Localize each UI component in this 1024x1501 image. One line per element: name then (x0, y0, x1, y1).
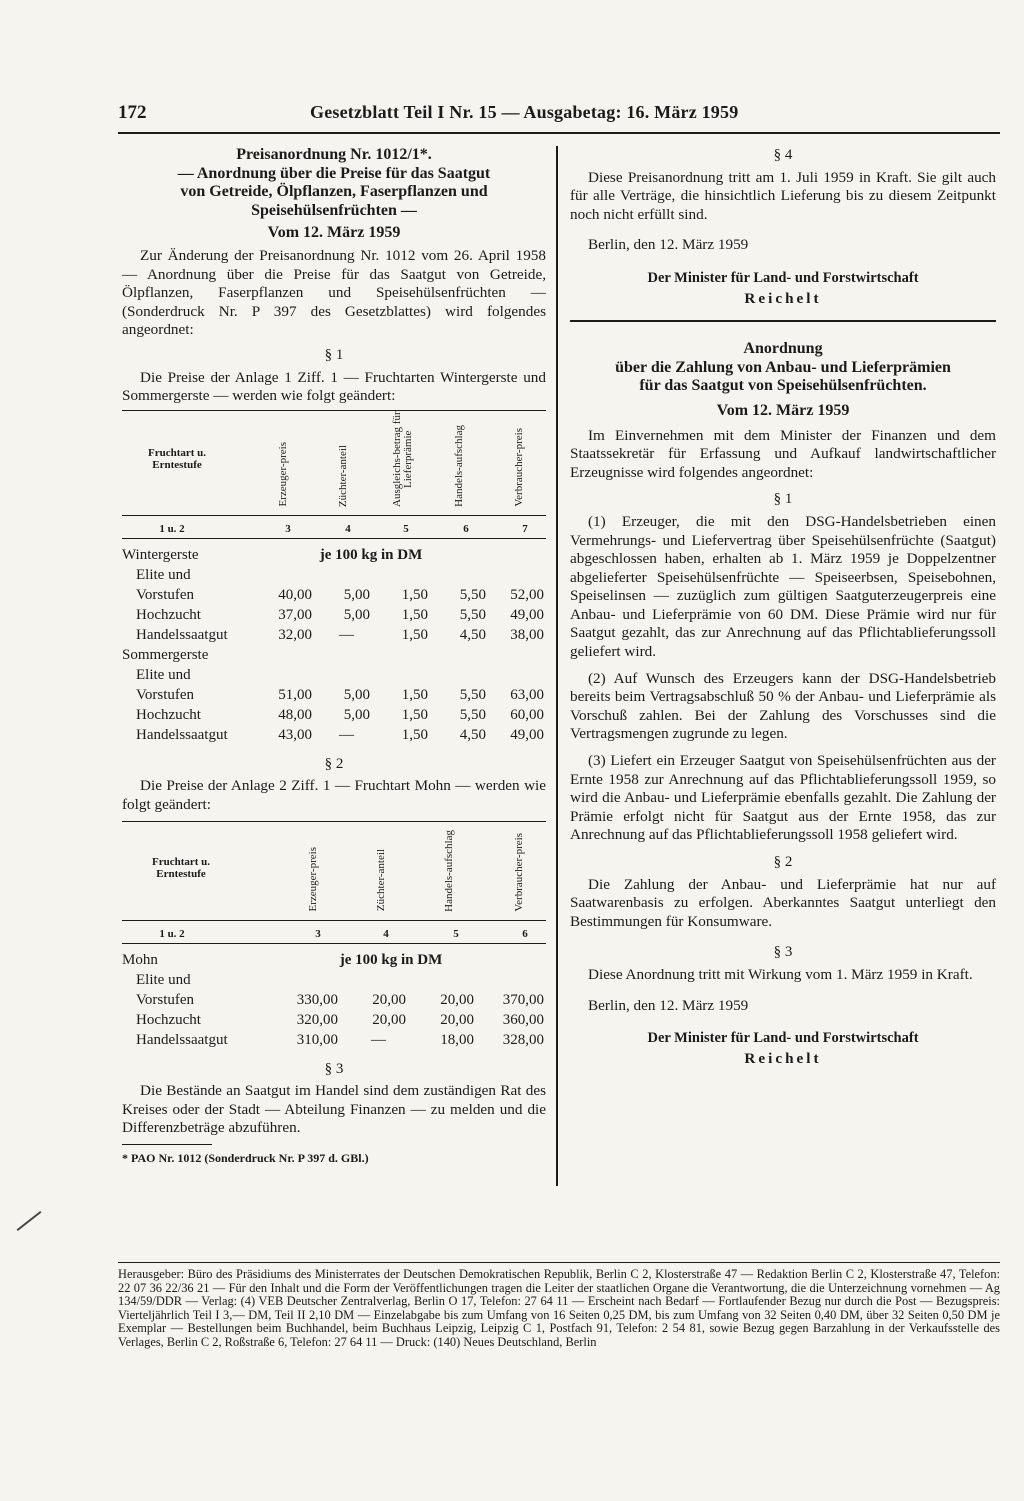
decree-subtitle-1: über die Zahlung von Anbau- und Lieferprämien (615, 358, 951, 376)
table2-unit: je 100 kg in DM (339, 951, 443, 968)
table1-num-3: 3 (285, 522, 291, 535)
table2-col-first: Fruchtart u. Erntestufe (151, 855, 211, 880)
cell: 60,00 (510, 707, 544, 724)
table2-column-numbers (122, 921, 546, 944)
table2-num-3: 3 (315, 927, 321, 940)
signer-title: Der Minister für Land- und Forstwirtschaft (647, 269, 919, 286)
cell: 40,00 (278, 587, 312, 604)
row-label: Sommergerste (122, 647, 209, 664)
table1-col-ausgleichsbetrag: Ausgleichs-betrag für Lieferprämie (391, 410, 414, 507)
decree-section-1-para-3: (3) Liefert ein Erzeuger Saatgut von Speisehülsenfrüchten aus der Ernte 1958 zur Anrechnung auf das Pflichtablieferungssoll 1959, so wird die Anbau- und Lieferprämie ebenfalls gezahlt. Die Zahlung der Prämie erfolgt nicht für Saatgut aus der Ernte 1958, das zur Anrechnung auf das Pflichtablieferungssoll 1958 geliefert wird. (570, 752, 996, 844)
decree-section-2-text: Die Zahlung der Anbau- und Lieferprämie hat nur auf Saatwarenbasis zu erfolgen. Aberkanntes Saatgut unterliegt den Bestimmungen für Konsumware. (570, 875, 996, 930)
cell: 18,00 (440, 1031, 474, 1048)
table-row (122, 705, 546, 725)
right-column (570, 146, 996, 1068)
price-table-2 (122, 950, 546, 1050)
section-3-text: Die Bestände an Saatgut im Handel sind dem zuständigen Rat des Kreises oder der Stadt — Abteilung Finanzen — zu melden und die Differenzbeträge abzuführen. (122, 1082, 546, 1137)
row-label: Hochzucht (136, 707, 201, 724)
table1-header (122, 410, 546, 516)
cell: 5,00 (343, 607, 370, 624)
table1-num-5: 5 (403, 522, 409, 535)
cell: 5,00 (343, 587, 370, 604)
decree-intro: Im Einvernehmen mit dem Minister der Finanzen und dem Staatssekretär für Erfassung und Aufkauf landwirtschaftlicher Erzeugnisse wird folgendes angeordnet: (570, 426, 996, 481)
cell: 20,00 (440, 1011, 474, 1028)
decree-section-3-heading: § 3 (773, 944, 793, 961)
page-number: 172 (118, 102, 147, 123)
table-row (122, 605, 546, 625)
table-row (122, 645, 546, 665)
table1-col-first: Fruchtart u. Erntestufe (147, 446, 207, 471)
table1-column-numbers (122, 516, 546, 539)
section-1-text: Die Preise der Anlage 1 Ziff. 1 — Fruchtarten Wintergerste und Sommergerste — werden wie folgt geändert: (122, 368, 546, 405)
row-label: Hochzucht (136, 607, 201, 624)
cell: 49,00 (510, 727, 544, 744)
ordinance-date: Vom 12. März 1959 (267, 224, 401, 242)
table-row (122, 585, 546, 605)
header-rule (118, 132, 1000, 134)
cell: 4,50 (459, 627, 486, 644)
left-column (122, 146, 546, 1167)
cell: 330,00 (296, 991, 338, 1008)
decree-section-1-heading: § 1 (773, 491, 793, 508)
row-label: Wintergerste (122, 547, 199, 564)
cell: 63,00 (510, 687, 544, 704)
cell: 1,50 (401, 607, 428, 624)
table-row (122, 565, 546, 585)
cell: 43,00 (278, 727, 312, 744)
table-row (122, 725, 546, 745)
section-separator (570, 320, 996, 322)
decree-title: Anordnung (743, 340, 823, 358)
ordinance-subtitle-2: von Getreide, Ölpflanzen, Faserpflanzen und (180, 183, 488, 201)
cell: 49,00 (510, 607, 544, 624)
decree-section-1-para-2: (2) Auf Wunsch des Erzeugers kann der DSG-Handelsbetrieb bereits beim Vertragsabschluß 50 % der Anbau- und Lieferprämie als Vorschuß zahlen. Bei der Zahlung des Vorschusses sind die Vertragsmengen zugrunde zu legen. (570, 669, 996, 743)
row-label: Handelssaatgut (136, 1031, 228, 1048)
cell: 5,00 (343, 707, 370, 724)
cell: 20,00 (372, 991, 406, 1008)
row-label: Mohn (122, 951, 158, 968)
row-label: Vorstufen (136, 991, 195, 1008)
cell: 310,00 (296, 1031, 338, 1048)
table2-col-verbraucherpreis: Verbraucher-preis (513, 832, 525, 912)
cell: 328,00 (502, 1031, 544, 1048)
table2-col-handelsaufschlag: Handels-aufschlag (443, 829, 455, 912)
row-label: Vorstufen (136, 687, 195, 704)
table2-num-5: 5 (453, 927, 459, 940)
row-label: Handelssaatgut (136, 627, 228, 644)
row-label: Elite und (136, 567, 191, 584)
cell: — (339, 727, 354, 744)
cell: — (371, 1031, 386, 1048)
cell: 1,50 (401, 687, 428, 704)
cell: 5,50 (459, 687, 486, 704)
table1-unit: je 100 kg in DM (319, 547, 423, 564)
cell: 20,00 (440, 991, 474, 1008)
cell: 1,50 (401, 707, 428, 724)
ordinance-title: Preisanordnung Nr. 1012/1*. (236, 146, 432, 163)
table-row (122, 1030, 546, 1050)
section-4-text: Diese Preisanordnung tritt am 1. Juli 1959 in Kraft. Sie gilt auch für alle Verträge, die hinsichtlich Lieferung bis zu diesem Zeitpunkt noch nicht erfüllt sind. (570, 168, 996, 223)
decree-section-1-para-1: (1) Erzeuger, die mit den DSG-Handelsbetrieben einen Vermehrungs- und Liefervertrag über Speisehülsenfrüchte (Saatgut) abgeschlossen haben, erhalten ab 1. März 1959 je Doppelzentner abgelieferter Speisehülsenfrüchte — Speiseerbsen, Speisebohnen, Speiselinsen — zuzüglich zum gültigen Saatguterzeugerpreis eine Anbau- und Lieferprämie von 60 DM. Diese Prämie wird nur für Saatgut gezahlt, das zur Anrechnung auf das Pflichtablieferungssoll geliefert wird. (570, 512, 996, 661)
cell: 52,00 (510, 587, 544, 604)
place-date: Berlin, den 12. März 1959 (588, 236, 749, 254)
row-label: Elite und (136, 971, 191, 988)
imprint-rule (118, 1262, 1000, 1263)
signer-name: Reichelt (744, 289, 822, 307)
table-row (122, 665, 546, 685)
column-divider (556, 146, 558, 1186)
cell: 37,00 (278, 607, 312, 624)
decree-signer-title: Der Minister für Land- und Forstwirtschaft (647, 1030, 919, 1047)
table-row (122, 970, 546, 990)
section-2-text: Die Preise der Anlage 2 Ziff. 1 — Fruchtart Mohn — werden wie folgt geändert: (122, 777, 546, 813)
margin-mark-icon (17, 1211, 42, 1231)
table2-num-6: 6 (522, 927, 528, 940)
cell: 1,50 (401, 587, 428, 604)
cell: 320,00 (296, 1011, 338, 1028)
row-label: Hochzucht (136, 1011, 201, 1028)
cell: 20,00 (372, 1011, 406, 1028)
cell: 370,00 (502, 991, 544, 1008)
page-header (118, 102, 998, 132)
table-row (122, 1010, 546, 1030)
cell: 5,50 (459, 587, 486, 604)
section-4-heading: § 4 (773, 147, 793, 163)
cell: 5,50 (459, 707, 486, 724)
cell: 51,00 (278, 687, 312, 704)
section-2-heading: § 2 (324, 755, 344, 772)
decree-signer-name: Reichelt (744, 1049, 822, 1067)
table1-col-handelsaufschlag: Handels-aufschlag (453, 424, 465, 507)
footnote-rule (122, 1144, 212, 1145)
table-row (122, 685, 546, 705)
ordinance-subtitle-1: — Anordnung über die Preise für das Saatgut (177, 164, 491, 182)
cell: 1,50 (401, 627, 428, 644)
table-row (122, 990, 546, 1010)
running-title: Gesetzblatt Teil I Nr. 15 — Ausgabetag: 16. März 1959 (310, 102, 739, 122)
table2-col-erzeugerpreis: Erzeuger-preis (307, 846, 319, 912)
decree-date: Vom 12. März 1959 (716, 401, 850, 419)
table1-num-7: 7 (522, 522, 528, 535)
table2-header (122, 821, 546, 921)
cell: — (339, 627, 354, 644)
cell: 32,00 (278, 627, 312, 644)
table2-num-4: 4 (383, 927, 389, 940)
cell: 48,00 (278, 707, 312, 724)
section-1-heading: § 1 (324, 346, 344, 363)
row-label: Vorstufen (136, 587, 195, 604)
imprint: Herausgeber: Büro des Präsidiums des Ministerrates der Deutschen Demokratischen Republik, Berlin C 2, Klosterstraße 47 — Redaktion Berlin C 2, Klosterstraße 47, Telefon: 22 07 36 22/36 21 — Für den Inhalt und die Form der Veröffentlichungen tragen die Leiter der staatlichen Organe die Verantwortung, die die Unterzeichnung vornehmen — Ag 134/59/DDR — Verlag: (4) VEB Deutscher Zentralverlag, Berlin O 17, Telefon: 27 64 11 — Erscheint nach Bedarf — Fortlaufender Bezug nur durch die Post — Bezugspreis: Vierteljährlich Teil I 3,— DM, Teil II 2,10 DM — Einzelabgabe bis zum Umfang von 16 Seiten 0,25 DM, bis zum Umfang von 32 Seiten 0,40 DM, über 32 Seiten 0,50 DM je Exemplar — Bestellungen beim Buchhandel, beim Buchhaus Leipzig, Leipzig C 1, Postfach 91, Telefon: 2 54 81, sowie Bezug gegen Barzahlung in der Verkaufsstelle des Verlages, Berlin C 2, Roßstraße 6, Telefon: 27 64 11 — Druck: (140) Neues Deutschland, Berlin (118, 1267, 1000, 1349)
table1-col-erzeugerpreis: Erzeuger-preis (277, 442, 289, 507)
row-label: Elite und (136, 667, 191, 684)
intro-paragraph: Zur Änderung der Preisanordnung Nr. 1012 vom 26. April 1958 — Anordnung über die Preise für das Saatgut von Getreide, Ölpflanzen, Faserpflanzen und Speisehülsenfrüchten — (Sonderdruck Nr. P 397 des Gesetzblattes) wird folgendes angeordnet: (122, 246, 546, 339)
table1-num-4: 4 (345, 522, 351, 535)
decree-place-date: Berlin, den 12. März 1959 (588, 996, 749, 1014)
table-row (122, 950, 546, 970)
decree-section-2-heading: § 2 (773, 854, 793, 870)
ordinance-subtitle-3: Speisehülsenfrüchten — (251, 201, 417, 219)
cell: 5,00 (343, 687, 370, 704)
table-row (122, 545, 546, 565)
cell: 4,50 (459, 727, 486, 744)
table1-col-verbraucherpreis: Verbraucher-preis (513, 428, 525, 507)
footnote: * PAO Nr. 1012 (Sonderdruck Nr. P 397 d. GBl.) (122, 1150, 369, 1165)
row-label: Handelssaatgut (136, 727, 228, 744)
cell: 5,50 (459, 607, 486, 624)
cell: 360,00 (502, 1011, 544, 1028)
price-table-1 (122, 545, 546, 745)
decree-subtitle-2: für das Saatgut von Speisehülsenfrüchten. (639, 377, 927, 395)
table2-col-zuechteranteil: Züchter-anteil (375, 849, 387, 912)
cell: 1,50 (401, 727, 428, 744)
table1-num-1: 1 u. 2 (159, 522, 185, 535)
section-3-heading: § 3 (324, 1060, 344, 1077)
table1-num-6: 6 (463, 522, 469, 535)
table1-col-zuechteranteil: Züchter-anteil (337, 444, 349, 507)
cell: 38,00 (510, 627, 544, 644)
table2-num-1: 1 u. 2 (159, 927, 185, 940)
decree-section-3-text: Diese Anordnung tritt mit Wirkung vom 1. März 1959 in Kraft. (588, 965, 973, 983)
table-row (122, 625, 546, 645)
